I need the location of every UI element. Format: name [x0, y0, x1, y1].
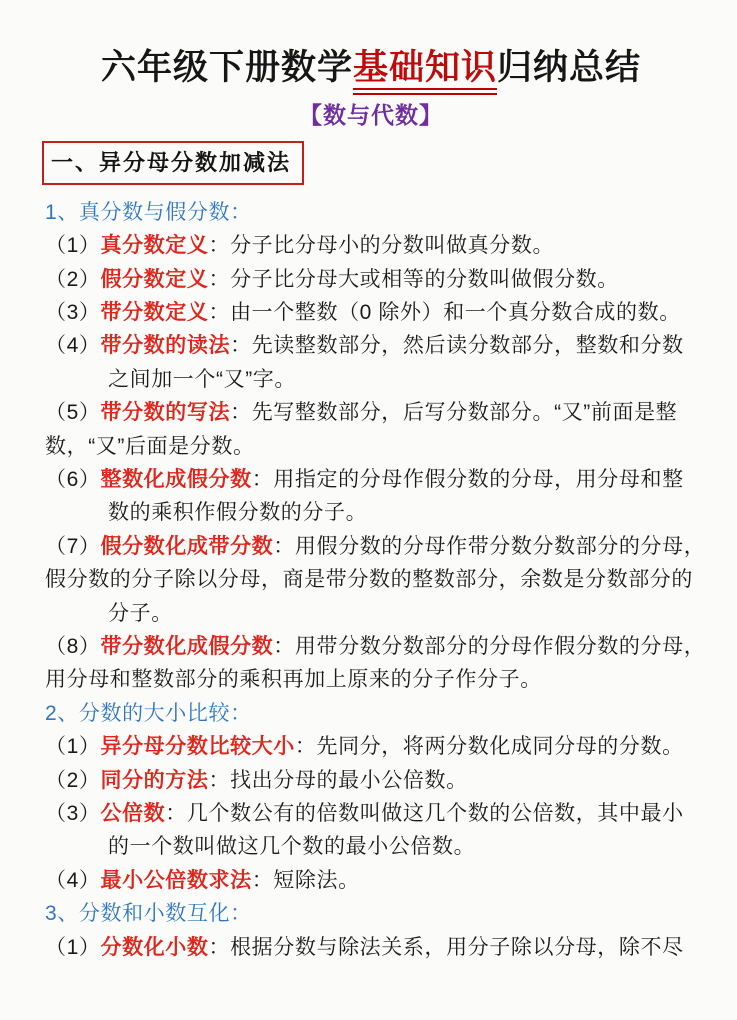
- body-text: （4）: [45, 334, 101, 358]
- subheading-text: 2、分数的大小比较：: [45, 701, 252, 725]
- text-line: [45, 764, 697, 797]
- text-line: [45, 663, 697, 696]
- body-text: 用分母和整数部分的乘积再加上原来的分子作分子。: [45, 668, 542, 692]
- text-line: [45, 363, 697, 396]
- text-line: [45, 263, 697, 296]
- body-text: 假分数的分子除以分母，商是带分数的整数部分，余数是分数部分的: [45, 568, 693, 592]
- key-term: 带分数化成假分数: [100, 635, 274, 659]
- body-text: （2）: [45, 267, 101, 291]
- text-line: [45, 396, 697, 429]
- subtitle-number-and-algebra: 【数与代数】: [299, 101, 443, 128]
- text-line: [45, 530, 706, 563]
- body-text: ：分子比分母小的分数叫做真分数。: [208, 234, 555, 258]
- text-line: [45, 296, 697, 329]
- body-text: ：先同分，将两分数化成同分母的分数。: [294, 735, 684, 759]
- text-line: [45, 931, 697, 964]
- body-text: 的一个数叫做这几个数的最小公倍数。: [108, 835, 476, 859]
- blue-subheading: [45, 196, 697, 229]
- text-line: [45, 496, 697, 529]
- key-term: 带分数的读法: [100, 334, 231, 358]
- body-text: （3）: [45, 300, 101, 324]
- key-term: 真分数定义: [100, 234, 209, 258]
- key-term: 异分母分数比较大小: [100, 735, 295, 759]
- key-term: 假分数化成带分数: [100, 534, 274, 558]
- key-term: 公倍数: [100, 802, 166, 826]
- section-heading-box: [42, 141, 304, 185]
- body-text: ：几个数公有的倍数叫做这几个数的公倍数，其中最小: [165, 802, 684, 826]
- text-line: [45, 563, 697, 596]
- title-part-black-right: 归纳总结: [497, 48, 642, 87]
- body-text: ：用指定的分母作假分数的分母，用分母和整: [251, 468, 684, 491]
- subheading-text: 1、真分数与假分数：: [45, 200, 252, 224]
- content-area: [45, 196, 706, 964]
- blue-subheading: [45, 897, 697, 930]
- body-text: ：先写整数部分，后写分数部分。“又”前面是整: [230, 401, 678, 425]
- key-term: 最小公倍数求法: [100, 868, 252, 892]
- body-text: （8）: [45, 635, 101, 659]
- text-line: [45, 329, 697, 362]
- body-text: （1）: [45, 735, 101, 759]
- body-text: 之间加一个“又”字。: [108, 367, 296, 391]
- body-text: （4）: [45, 868, 101, 892]
- page-title: [45, 46, 697, 90]
- body-text: （2）: [45, 768, 101, 792]
- body-text: ：找出分母的最小公倍数。: [208, 768, 468, 792]
- body-text: 数，“又”后面是分数。: [45, 434, 255, 458]
- body-text: （7）: [45, 534, 101, 558]
- body-text: 分子。: [108, 601, 173, 625]
- body-text: （5）: [45, 401, 101, 425]
- blue-subheading: [45, 697, 697, 730]
- body-text: ：用假分数的分母作带分数分数部分的分母，: [273, 534, 706, 558]
- text-line: [45, 730, 697, 763]
- body-text: （3）: [45, 802, 101, 826]
- title-highlight-underlined: 基础知识: [353, 48, 497, 95]
- body-text: （6）: [45, 468, 101, 491]
- body-text: ：根据分数与除法关系，用分子除以分母，除不尽: [208, 935, 684, 959]
- text-line: [45, 463, 697, 496]
- body-text: （1）: [45, 935, 101, 959]
- body-text: ：用带分数分数部分的分母作假分数的分母，: [273, 635, 706, 659]
- text-line: [45, 229, 697, 262]
- subheading-text: 3、分数和小数互化：: [45, 902, 252, 926]
- key-term: 同分的方法: [100, 768, 209, 792]
- text-line: [45, 864, 697, 897]
- key-term: 整数化成假分数: [100, 468, 252, 491]
- key-term: 假分数定义: [100, 267, 209, 291]
- section-heading-text: 一、异分母分数加减法: [51, 149, 292, 175]
- key-term: 分数化小数: [100, 935, 209, 959]
- text-line: [45, 430, 697, 463]
- body-text: ：由一个整数（0 除外）和一个真分数合成的数。: [208, 300, 681, 324]
- title-part-black-left: 六年级下册数学: [100, 48, 353, 87]
- text-line: [45, 830, 697, 863]
- body-text: （1）: [45, 234, 101, 258]
- body-text: ：短除法。: [251, 868, 360, 892]
- text-line: [45, 630, 706, 663]
- text-line: [45, 597, 697, 630]
- body-text: ：先读整数部分，然后读分数部分，整数和分数: [230, 334, 684, 358]
- body-text: 数的乘积作假分数的分子。: [108, 501, 368, 525]
- body-text: ：分子比分母大或相等的分数叫做假分数。: [208, 267, 619, 291]
- key-term: 带分数定义: [100, 300, 209, 324]
- key-term: 带分数的写法: [100, 401, 231, 425]
- text-line: [45, 797, 697, 830]
